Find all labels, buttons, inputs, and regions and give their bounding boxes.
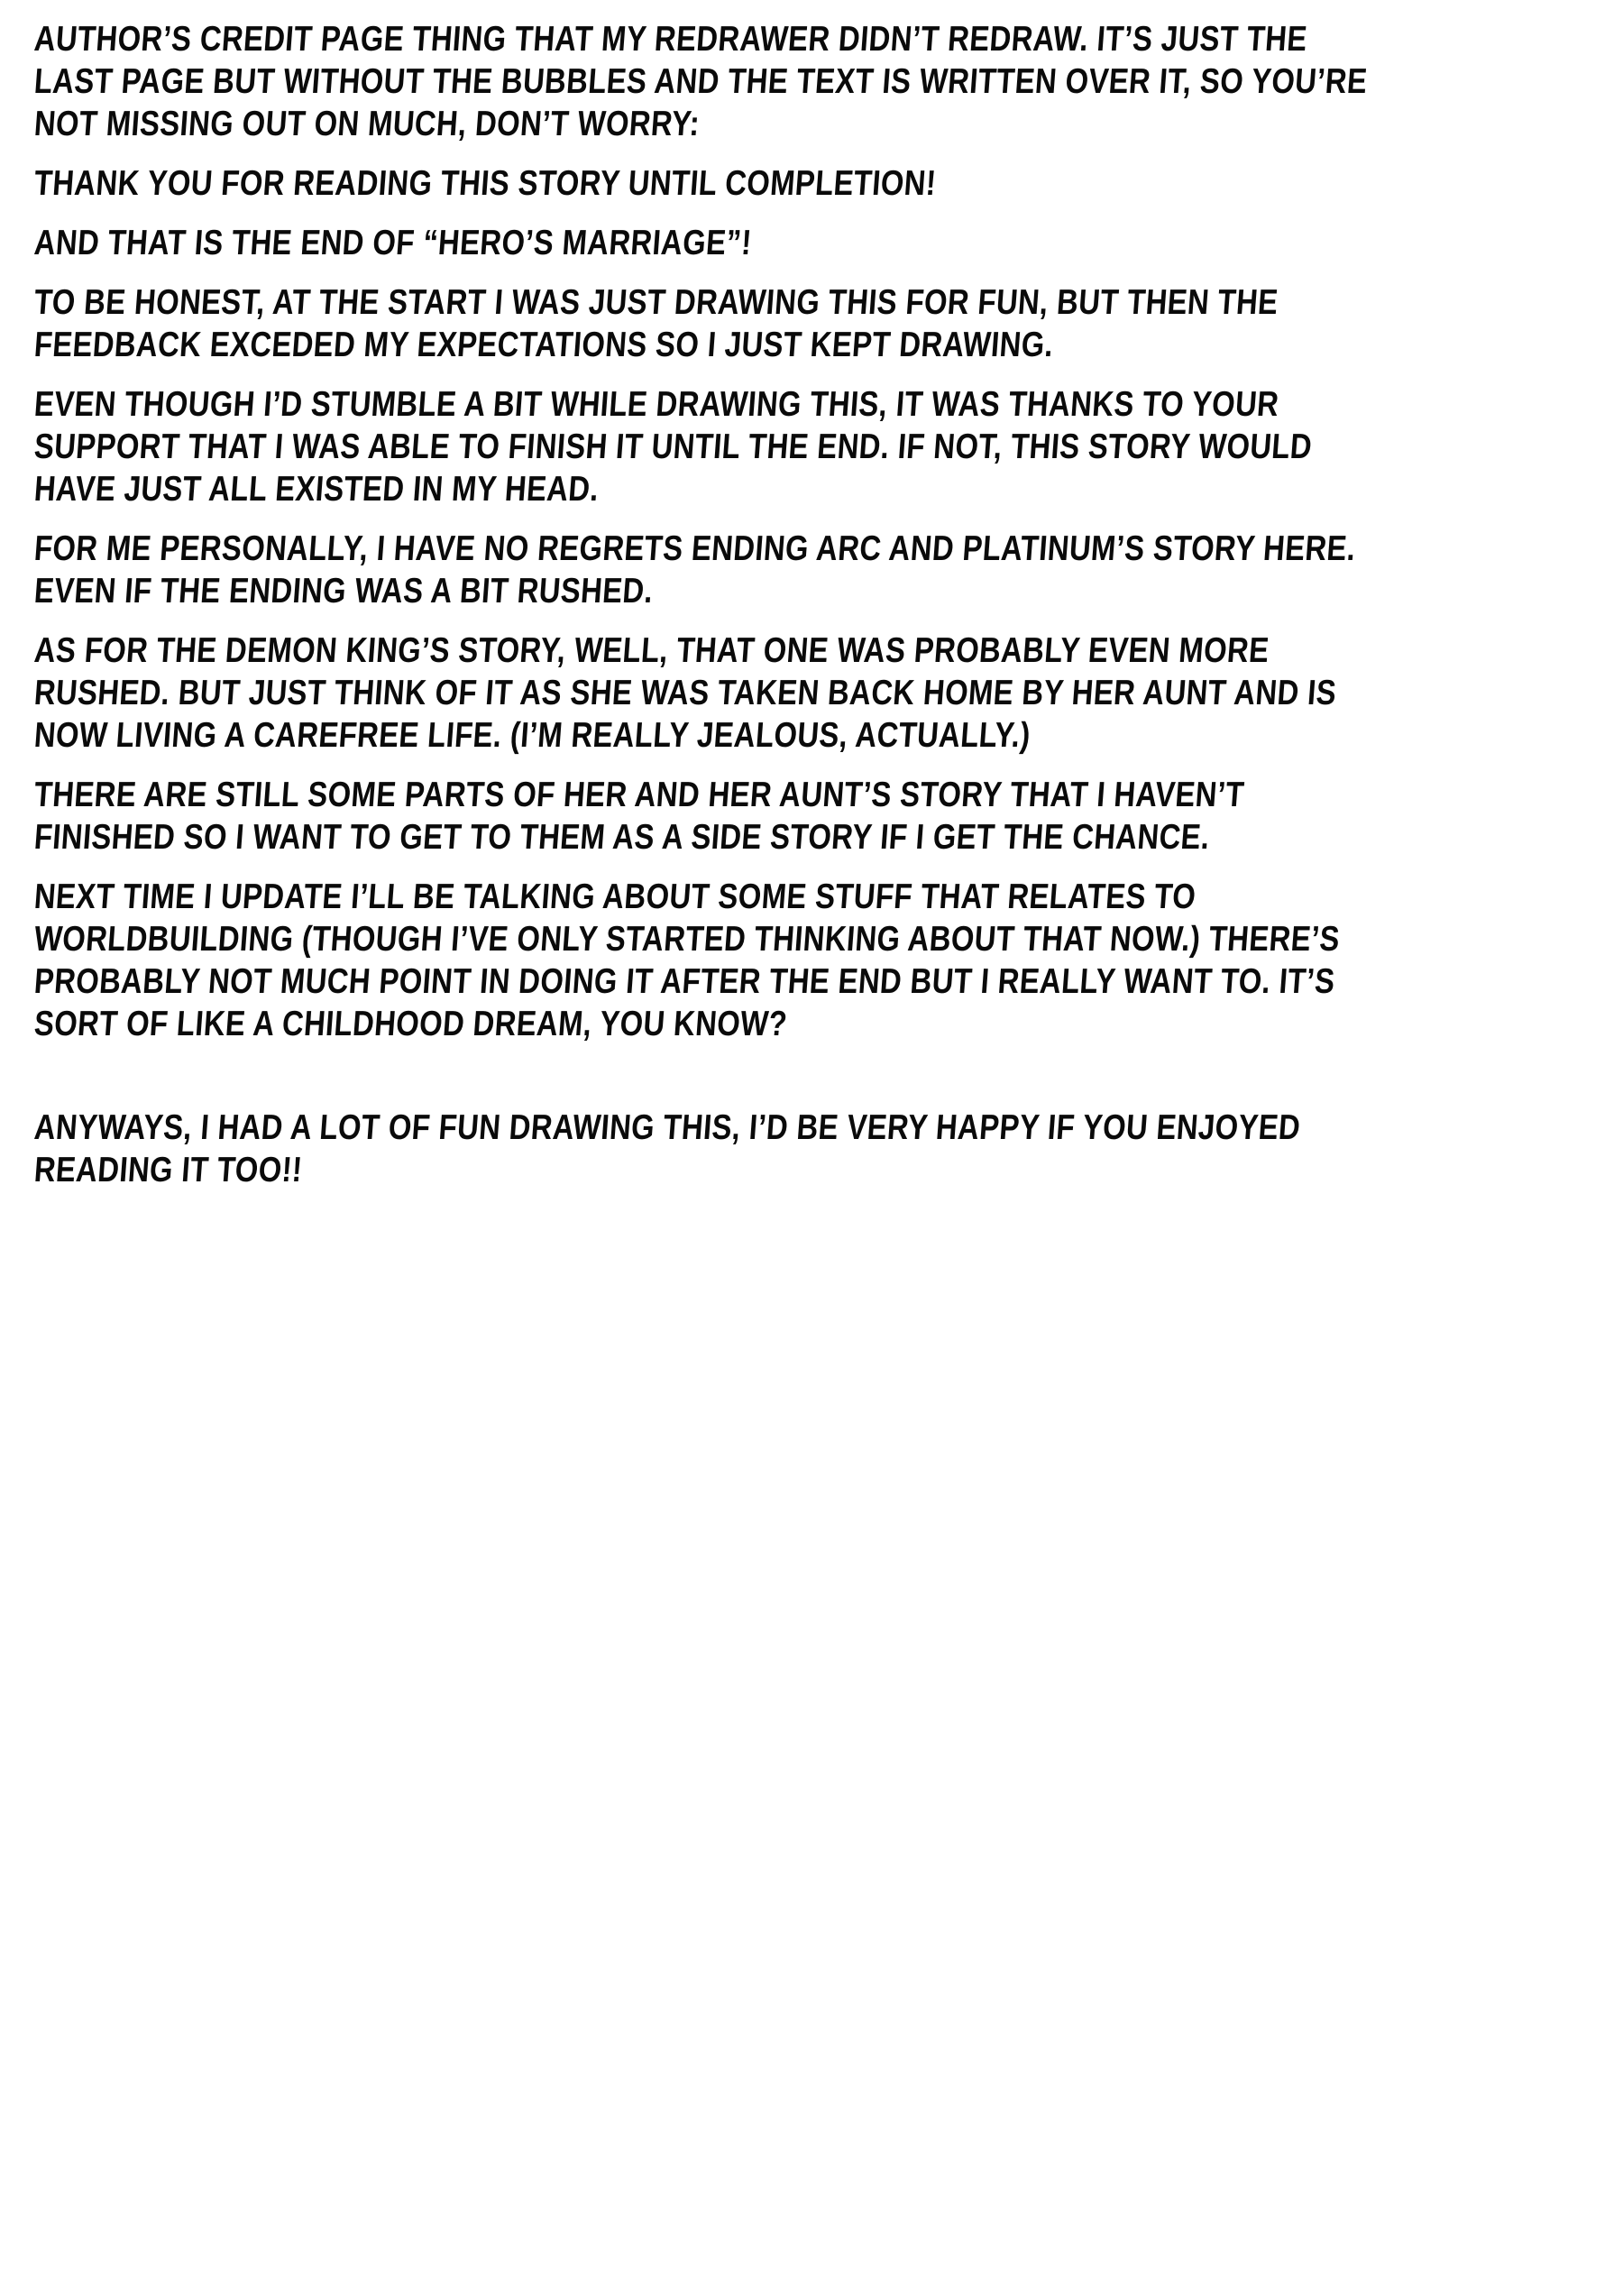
no-regrets-paragraph: [34, 528, 1488, 612]
text-line: EVEN IF THE ENDING WAS A BIT RUSHED.: [32, 572, 655, 611]
text-line: FOR ME PERSONALLY, I HAVE NO REGRETS ENDING ARC AND PLATINUM’S STORY HERE.: [32, 529, 1357, 568]
text-line: NEXT TIME I UPDATE I’LL BE TALKING ABOUT SOME STUFF THAT RELATES TO: [32, 877, 1197, 916]
text-line: WORLDBUILDING (THOUGH I’VE ONLY STARTED THINKING ABOUT THAT NOW.) THERE’S: [32, 920, 1342, 959]
text-line: FINISHED SO I WANT TO GET TO THEM AS A SIDE STORY IF I GET THE CHANCE.: [32, 818, 1212, 857]
text-line: PROBABLY NOT MUCH POINT IN DOING IT AFTER THE END BUT I REALLY WANT TO. IT’S: [32, 962, 1337, 1001]
story-end-paragraph: [34, 222, 1488, 264]
text-line: ANYWAYS, I HAD A LOT OF FUN DRAWING THIS, I’D BE VERY HAPPY IF YOU ENJOYED: [32, 1108, 1302, 1147]
text-line: THANK YOU FOR READING THIS STORY UNTIL COMPLETION!: [32, 164, 938, 203]
text-line: NOW LIVING A CAREFREE LIFE. (I’M REALLY JEALOUS, ACTUALLY.): [32, 716, 1032, 755]
text-line: TO BE HONEST, AT THE START I WAS JUST DRAWING THIS FOR FUN, BUT THEN THE: [32, 283, 1280, 322]
text-line: SUPPORT THAT I WAS ABLE TO FINISH IT UNTIL THE END. IF NOT, THIS STORY WOULD: [32, 427, 1314, 466]
text-line: AUTHOR’S CREDIT PAGE THING THAT MY REDRAWER DIDN’T REDRAW. IT’S JUST THE: [32, 20, 1309, 59]
text-line: HAVE JUST ALL EXISTED IN MY HEAD.: [32, 470, 601, 509]
text-line: AS FOR THE DEMON KING’S STORY, WELL, THAT ONE WAS PROBABLY EVEN MORE: [32, 631, 1270, 670]
text-line: AND THAT IS THE END OF “HERO’S MARRIAGE”!: [32, 224, 754, 262]
translator-note-paragraph: [34, 18, 1488, 145]
demon-king-paragraph: [34, 629, 1488, 757]
side-story-paragraph: [34, 774, 1488, 859]
text-line: THERE ARE STILL SOME PARTS OF HER AND HER AUNT’S STORY THAT I HAVEN’T: [32, 776, 1246, 814]
text-line: EVEN THOUGH I’D STUMBLE A BIT WHILE DRAWING THIS, IT WAS THANKS TO YOUR: [32, 385, 1280, 424]
text-line: FEEDBACK EXCEDED MY EXPECTATIONS SO I JUST KEPT DRAWING.: [32, 326, 1055, 364]
support-paragraph: [34, 383, 1488, 510]
worldbuilding-paragraph: [34, 876, 1488, 1045]
closing-paragraph: [34, 1107, 1488, 1191]
thank-you-paragraph: [34, 162, 1488, 205]
text-line: NOT MISSING OUT ON MUCH, DON’T WORRY:: [32, 105, 701, 143]
text-line: RUSHED. BUT JUST THINK OF IT AS SHE WAS TAKEN BACK HOME BY HER AUNT AND IS: [32, 674, 1338, 712]
text-line: READING IT TOO!!: [32, 1151, 304, 1189]
text-line: LAST PAGE BUT WITHOUT THE BUBBLES AND THE TEXT IS WRITTEN OVER IT, SO YOU’RE: [32, 62, 1369, 101]
text-line: SORT OF LIKE A CHILDHOOD DREAM, YOU KNOW?: [32, 1005, 789, 1043]
honest-paragraph: [34, 281, 1488, 366]
